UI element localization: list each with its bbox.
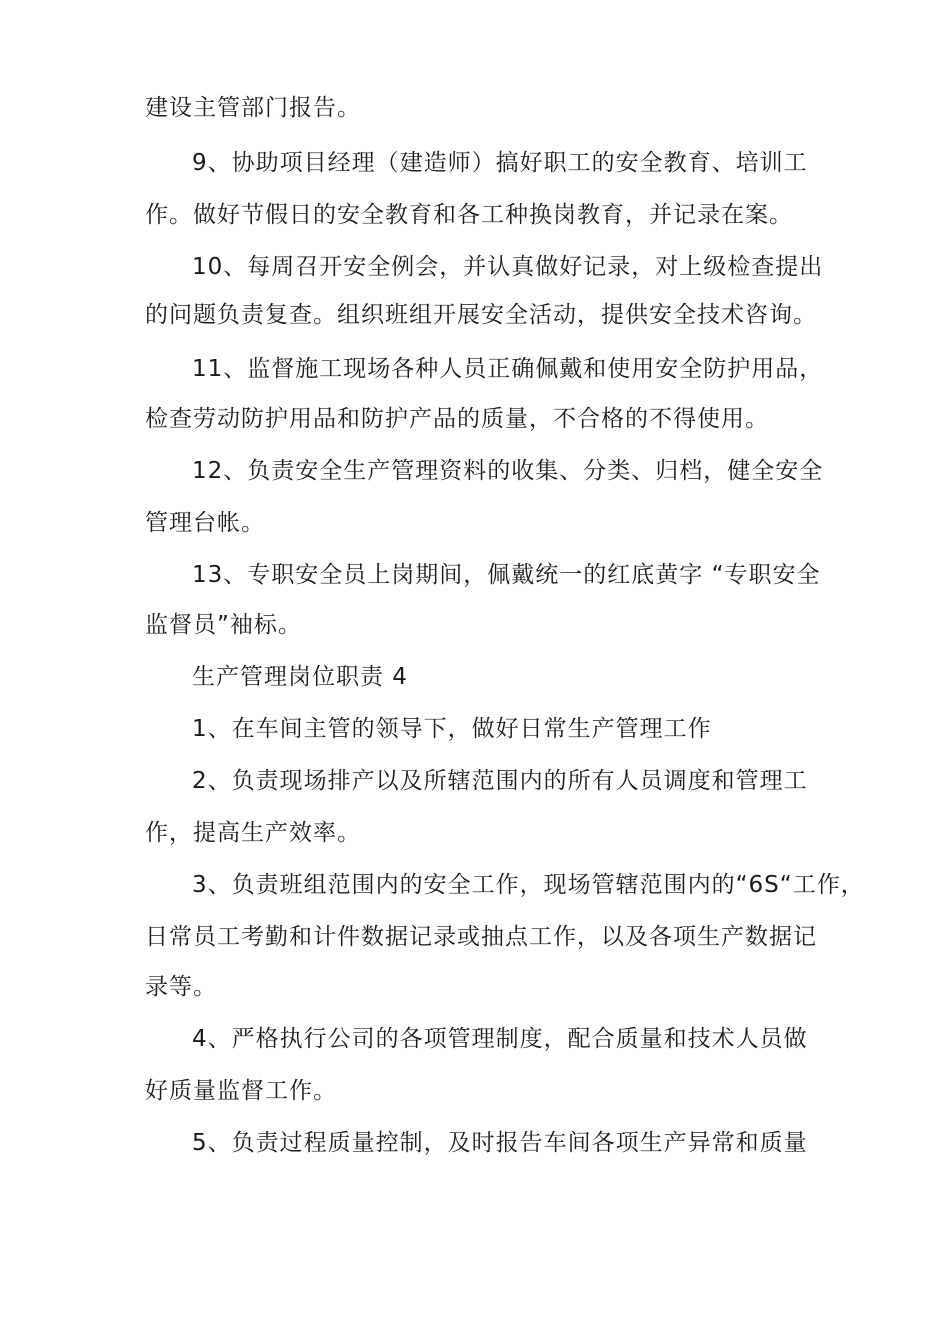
text-line: 建设主管部门报告。: [145, 95, 361, 121]
text-line: 4、严格执行公司的各项管理制度，配合质量和技术人员做: [192, 1026, 808, 1052]
text-line: 13、专职安全员上岗期间，佩戴统一的红底黄字 “专职安全: [192, 562, 821, 588]
text-line: 作。做好节假日的安全教育和各工种换岗教育，并记录在案。: [145, 202, 793, 228]
text-line: 监督员”袖标。: [145, 612, 302, 638]
section-heading: 生产管理岗位职责 4: [192, 664, 408, 690]
text-line: 1、在车间主管的领导下，做好日常生产管理工作: [192, 716, 712, 742]
text-line: 检查劳动防护用品和防护产品的质量，不合格的不得使用。: [145, 406, 769, 432]
text-line: 11、监督施工现场各种人员正确佩戴和使用安全防护用品，: [192, 356, 824, 382]
text-line: 9、协助项目经理（建造师）搞好职工的安全教育、培训工: [192, 150, 808, 176]
text-line: 的问题负责复查。组织班组开展安全活动，提供安全技术咨询。: [145, 302, 817, 328]
text-line: 3、负责班组范围内的安全工作，现场管辖范围内的“6S“工作，: [192, 872, 865, 898]
text-line: 5、负责过程质量控制，及时报告车间各项生产异常和质量: [192, 1130, 808, 1156]
text-line: 日常员工考勤和计件数据记录或抽点工作，以及各项生产数据记: [145, 924, 817, 950]
text-line: 10、每周召开安全例会，并认真做好记录，对上级检查提出: [192, 254, 824, 280]
text-line: 好质量监督工作。: [145, 1078, 337, 1104]
text-line: 管理台帐。: [145, 510, 265, 536]
text-line: 录等。: [145, 974, 217, 1000]
text-line: 12、负责安全生产管理资料的收集、分类、归档，健全安全: [192, 458, 824, 484]
text-line: 2、负责现场排产以及所辖范围内的所有人员调度和管理工: [192, 768, 808, 794]
text-line: 作，提高生产效率。: [145, 820, 361, 846]
